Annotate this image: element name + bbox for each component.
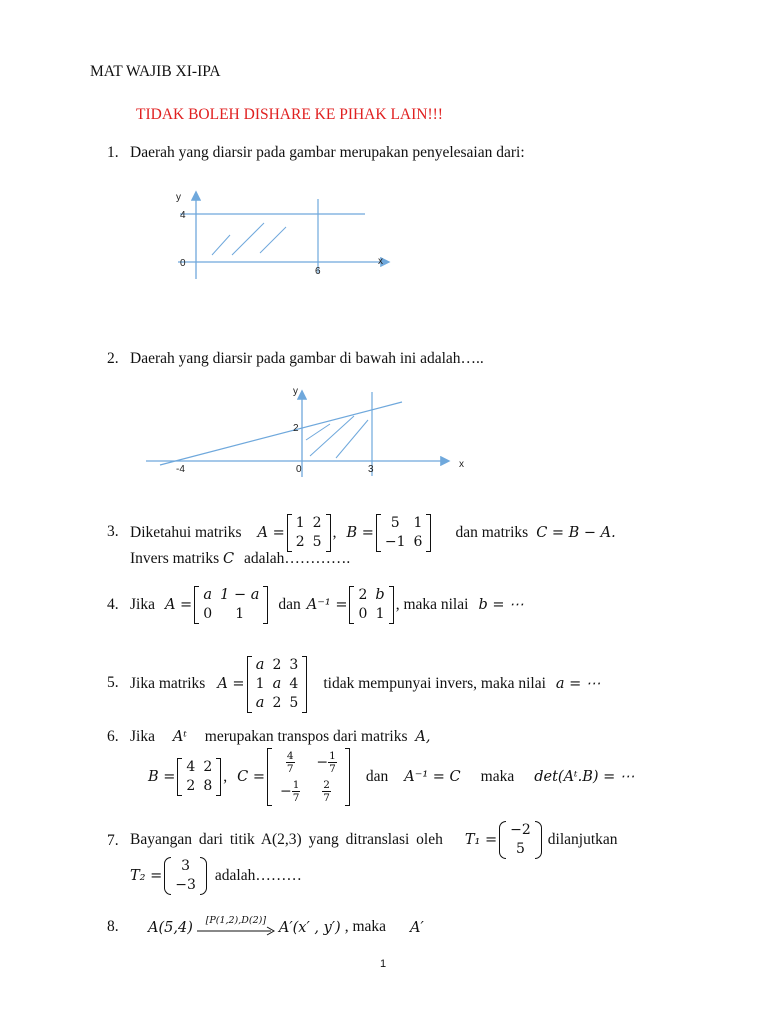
q5-matrix-A: a 2 3 1 a 4 a 2 5 <box>247 656 308 713</box>
q6-C-11: $\frac{4}{7}$ <box>286 750 294 775</box>
q2-graph <box>140 380 480 480</box>
q6-matrix-B: 4 2 2 8 <box>177 758 221 796</box>
q3-matrix-B: 5 1 −1 6 <box>376 514 432 552</box>
q6-C-22: $\frac{2}{7}$ <box>323 779 330 804</box>
q1-origin: 0 <box>180 258 186 269</box>
q1-y-label: y <box>176 192 181 203</box>
q6-matrix-C: $\frac{4}{7}$ − $\frac{1}{7}$ − $\frac{1}{7}$ $\frac{2}{7}$ <box>267 748 350 806</box>
q6-text-4: maka <box>480 768 515 785</box>
q7-number: 7. <box>107 832 119 849</box>
q5-matrix-A-label: A = <box>217 676 245 692</box>
q6-C-12: $\frac{1}{7}$ <box>329 750 336 775</box>
q3-line1 <box>130 513 616 553</box>
q3-number: 3. <box>107 523 119 540</box>
q4-matrix-Ainv-label: A⁻¹ = <box>306 597 348 613</box>
q5-text-2: tidak mempunyai invers, maka nilai <box>323 675 546 692</box>
q4-line <box>130 585 524 625</box>
q6-text-2: merupakan transpos dari matriks <box>204 728 408 745</box>
q1-x-tick: 6 <box>315 266 321 277</box>
q4-text-3: , maka nilai <box>395 596 469 613</box>
q3-comma: , <box>332 524 337 541</box>
q4-matrix-A-label: A = <box>164 597 193 613</box>
q5-line <box>130 654 600 714</box>
q2-y-label: y <box>293 386 298 397</box>
q7-vector-T2: 3 −3 <box>164 857 207 895</box>
q4-matrix-A: a 1 − a 0 1 <box>194 586 268 624</box>
page-number: 1 <box>380 958 387 970</box>
q8-transform-arrow <box>197 915 275 936</box>
q7-line2 <box>130 856 302 896</box>
q6-At: Aᵗ <box>172 729 187 745</box>
q8-text: , maka <box>344 918 387 935</box>
q6-text-3: dan <box>365 768 389 785</box>
q6-line1 <box>130 728 430 746</box>
q2-x-neg: -4 <box>176 464 185 475</box>
q7-T2-label: T₂ = <box>130 868 163 884</box>
q4-text-2: dan <box>278 596 301 613</box>
q4-text-1: Jika <box>130 596 155 613</box>
q8-point: A(5,4) <box>148 920 193 936</box>
q8-end: A′ <box>410 920 424 936</box>
q1-number: 1. <box>107 144 119 161</box>
q6-matrix-B-label: B = <box>148 769 176 785</box>
q2-x-label: x <box>459 459 464 470</box>
warning-notice: TIDAK BOLEH DISHARE KE PIHAK LAIN!!! <box>136 106 443 123</box>
q2-hatching <box>306 416 368 458</box>
q1-text: Daerah yang diarsir pada gambar merupakan penyelesaian dari: <box>130 144 525 161</box>
q2-number: 2. <box>107 350 119 367</box>
q7-text-2: dilanjutkan <box>547 831 618 848</box>
q3-C: C <box>222 551 235 567</box>
q3-line2 <box>130 550 350 568</box>
q6-comma: , <box>223 768 228 785</box>
q4-matrix-Ainv: 2 b 0 1 <box>349 586 393 624</box>
q8-image-point: A′(x′ , y′) <box>278 920 341 936</box>
q4-expression: b = ⋯ <box>478 597 524 613</box>
q2-origin: 0 <box>296 464 302 475</box>
q1-x-label: x <box>378 256 383 267</box>
q6-expression-1: A⁻¹ = C <box>404 769 461 785</box>
q3-text-2: dan matriks <box>455 524 529 541</box>
q7-text-3: adalah……… <box>214 867 302 884</box>
q6-C-21: $\frac{1}{7}$ <box>292 779 300 804</box>
q6-expression-2: det(Aᵗ.B) = ⋯ <box>534 769 635 785</box>
document-title: MAT WAJIB XI-IPA <box>90 63 221 80</box>
q3-matrix-B-label: B = <box>346 525 374 541</box>
q8-arrow-icon <box>197 926 275 936</box>
q2-y-tick: 2 <box>293 423 299 434</box>
q5-number: 5. <box>107 674 119 691</box>
q1-graph <box>160 183 400 283</box>
q3-matrix-A-label: A = <box>257 525 285 541</box>
q1-hatching <box>212 223 286 255</box>
q6-A: A, <box>415 729 431 745</box>
q3-text-1: Diketahui matriks <box>130 524 242 541</box>
q7-text-1: Bayangan dari titik A(2,3) yang ditranslasi oleh <box>130 831 443 848</box>
q2-sloped-boundary <box>160 402 402 465</box>
q3-line2-text: Invers matriks <box>130 550 220 567</box>
q6-text-1: Jika <box>130 728 155 745</box>
q7-vector-T1: −2 5 <box>499 821 542 859</box>
q4-number: 4. <box>107 596 119 613</box>
q8-arrow-label: [P(1,2),D(2)] <box>205 915 267 926</box>
q6-matrix-C-label: C = <box>237 769 265 785</box>
q6-number: 6. <box>107 728 119 745</box>
q3-C-expression: C = B − A. <box>536 525 616 541</box>
q8-number: 8. <box>107 918 119 935</box>
q7-T1-label: T₁ = <box>464 832 498 848</box>
q5-expression: a = ⋯ <box>555 676 601 692</box>
q2-text: Daerah yang diarsir pada gambar di bawah ini adalah….. <box>130 350 484 367</box>
q7-line1 <box>130 820 618 860</box>
q8-line <box>148 904 424 936</box>
q2-x-tick: 3 <box>368 464 374 475</box>
q1-y-tick: 4 <box>180 210 186 221</box>
q5-text-1: Jika matriks <box>130 675 206 692</box>
q3-matrix-A: 1 2 2 5 <box>287 514 331 552</box>
q6-line2 <box>148 746 634 808</box>
q3-line2-end: adalah…………. <box>243 550 351 567</box>
